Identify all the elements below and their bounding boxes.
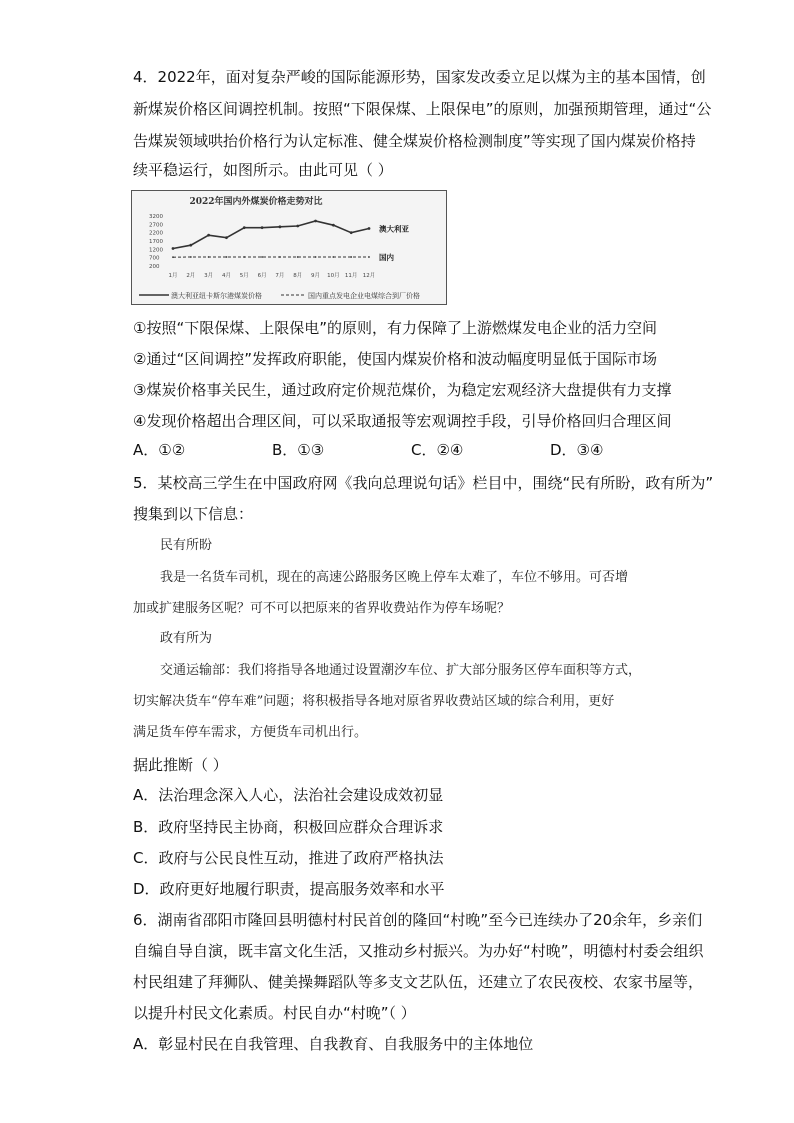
series-label: 澳大利亚 xyxy=(379,224,409,234)
q5-option-a[interactable]: A．法治理念深入人心，法治社会建设成效初显 xyxy=(133,786,444,804)
data-point xyxy=(332,256,334,258)
x-tick-label: 1月 xyxy=(168,273,178,279)
data-point xyxy=(297,256,299,258)
x-tick-label: 9月 xyxy=(311,273,321,279)
y-tick-label: 1200 xyxy=(149,247,163,254)
q4-stem-line: 新煤炭价格区间调控机制。按照“下限保煤、上限保电”的原则，加强预期管理，通过“公 xyxy=(133,100,712,118)
x-tick-label: 4月 xyxy=(221,273,231,279)
x-tick-label: 3月 xyxy=(204,273,214,279)
data-point xyxy=(207,234,210,237)
y-tick-label: 2200 xyxy=(149,230,163,237)
data-point xyxy=(226,256,228,258)
x-tick-label: 7月 xyxy=(275,273,285,279)
data-point xyxy=(172,247,175,250)
y-tick-label: 2700 xyxy=(149,222,163,229)
q4-option-b[interactable]: B．①③ xyxy=(272,441,325,459)
q4-statement-3: ③煤炭价格事关民生，通过政府定价规范煤价，为稳定宏观经济大盘提供有力支撑 xyxy=(133,381,672,399)
x-tick-label: 8月 xyxy=(293,273,303,279)
data-point xyxy=(350,256,352,258)
q5-quote-line: 交通运输部：我们将指导各地通过设置潮汐车位、扩大部分服务区停车面积等方式， xyxy=(160,663,642,678)
data-point xyxy=(350,231,353,234)
chart-legend-domestic: 国内重点发电企业电煤综合到厂价格 xyxy=(308,292,420,300)
y-tick-label: 3200 xyxy=(149,214,163,220)
q5-stem-line: 5．某校高三学生在中国政府网《我向总理说句话》栏目中，围绕“民有所盼，政有所为” xyxy=(133,474,714,492)
data-point xyxy=(314,220,317,223)
data-point xyxy=(279,256,281,258)
data-point xyxy=(279,225,282,228)
data-point xyxy=(368,256,370,258)
coal-price-chart xyxy=(131,190,447,305)
chart-title: 2022年国内外煤炭价格走势对比 xyxy=(189,197,323,207)
data-point xyxy=(261,226,264,229)
q4-option-d[interactable]: D．③④ xyxy=(550,441,604,459)
series-label: 国内 xyxy=(379,253,394,262)
x-tick-label: 12月 xyxy=(362,273,376,279)
q4-stem-line: 续平稳运行，如图所示。由此可见（ ） xyxy=(133,161,393,179)
q4-option-a[interactable]: A．①② xyxy=(133,441,186,459)
data-point xyxy=(190,256,192,258)
q6-stem-line: 6．湖南省邵阳市隆回县明德村村民首创的隆回“村晚”至今已连续办了20余年，乡亲们 xyxy=(133,911,703,929)
data-point xyxy=(296,225,299,228)
q5-quote-line: 我是一名货车司机，现在的高速公路服务区晚上停车太难了，车位不够用。可否增 xyxy=(160,570,629,585)
q6-stem-line: 自编自导自演，既丰富文化生活，又推动乡村振兴。为办好“村晚”，明德村村委会组织 xyxy=(133,942,704,960)
data-point xyxy=(315,256,317,258)
q6-stem-line: 村民组建了拜狮队、健美操舞蹈队等多支文艺队伍，还建立了农民夜校、农家书屋等， xyxy=(133,973,704,991)
x-tick-label: 2月 xyxy=(186,273,196,279)
q5-stem-line: 搜集到以下信息： xyxy=(133,505,254,523)
data-point xyxy=(225,236,228,239)
y-tick-label: 1700 xyxy=(149,239,163,245)
data-point xyxy=(208,256,210,258)
y-tick-label: 700 xyxy=(149,255,160,262)
x-tick-label: 6月 xyxy=(257,273,267,279)
q5-prompt: 据此推断（ ） xyxy=(133,756,228,774)
data-point xyxy=(368,227,371,230)
q5-option-d[interactable]: D．政府更好地履行职责，提高服务效率和水平 xyxy=(133,880,445,898)
q4-stem-line: 告煤炭领域哄抬价格行为认定标准、健全煤炭价格检测制度”等实现了国内煤炭价格持 xyxy=(133,132,696,150)
data-point xyxy=(332,224,335,227)
q6-option-a[interactable]: A．彰显村民在自我管理、自我教育、自我服务中的主体地位 xyxy=(133,1035,534,1053)
data-point xyxy=(243,256,245,258)
q5-quote-line: 加或扩建服务区呢？可不可以把原来的省界收费站作为停车场呢？ xyxy=(133,601,511,616)
q4-statement-4: ④发现价格超出合理区间，可以采取通报等宏观调控手段，引导价格回归合理区间 xyxy=(133,412,672,430)
q4-option-c[interactable]: C．②④ xyxy=(411,441,464,459)
data-point xyxy=(243,226,246,229)
data-point xyxy=(189,244,192,247)
y-tick-label: 200 xyxy=(149,264,160,270)
q4-statement-1: ①按照“下限保煤、上限保电”的原则，有力保障了上游燃煤发电企业的活力空间 xyxy=(133,319,657,337)
x-tick-label: 5月 xyxy=(239,273,249,279)
q5-quote-line: 满足货车停车需求，方便货车司机出行。 xyxy=(133,725,368,740)
x-tick-label: 11月 xyxy=(344,273,358,279)
chart-legend-australia: 澳大利亚纽卡斯尔港煤炭价格 xyxy=(171,292,262,300)
q5-quote-line: 切实解决货车“停车难”问题；将积极指导各地对原省界收费站区域的综合利用，更好 xyxy=(133,694,615,709)
q5-option-b[interactable]: B．政府坚持民主协商，积极回应群众合理诉求 xyxy=(133,818,444,836)
q5-quote-heading-people: 民有所盼 xyxy=(160,538,213,553)
q4-statement-2: ②通过“区间调控”发挥政府职能，使国内煤炭价格和波动幅度明显低于国际市场 xyxy=(133,350,657,368)
data-point xyxy=(172,256,174,258)
q4-stem-line: 4．2022年，面对复杂严峻的国际能源形势，国家发改委立足以煤为主的基本国情，创 xyxy=(133,68,706,86)
q6-stem-line: 以提升村民文化素质。村民自办“村晚”（ ） xyxy=(133,1004,416,1022)
data-point xyxy=(261,256,263,258)
q5-quote-heading-government: 政有所为 xyxy=(160,631,213,646)
x-tick-label: 10月 xyxy=(327,273,340,279)
q5-option-c[interactable]: C．政府与公民良性互动，推进了政府严格执法 xyxy=(133,849,444,867)
